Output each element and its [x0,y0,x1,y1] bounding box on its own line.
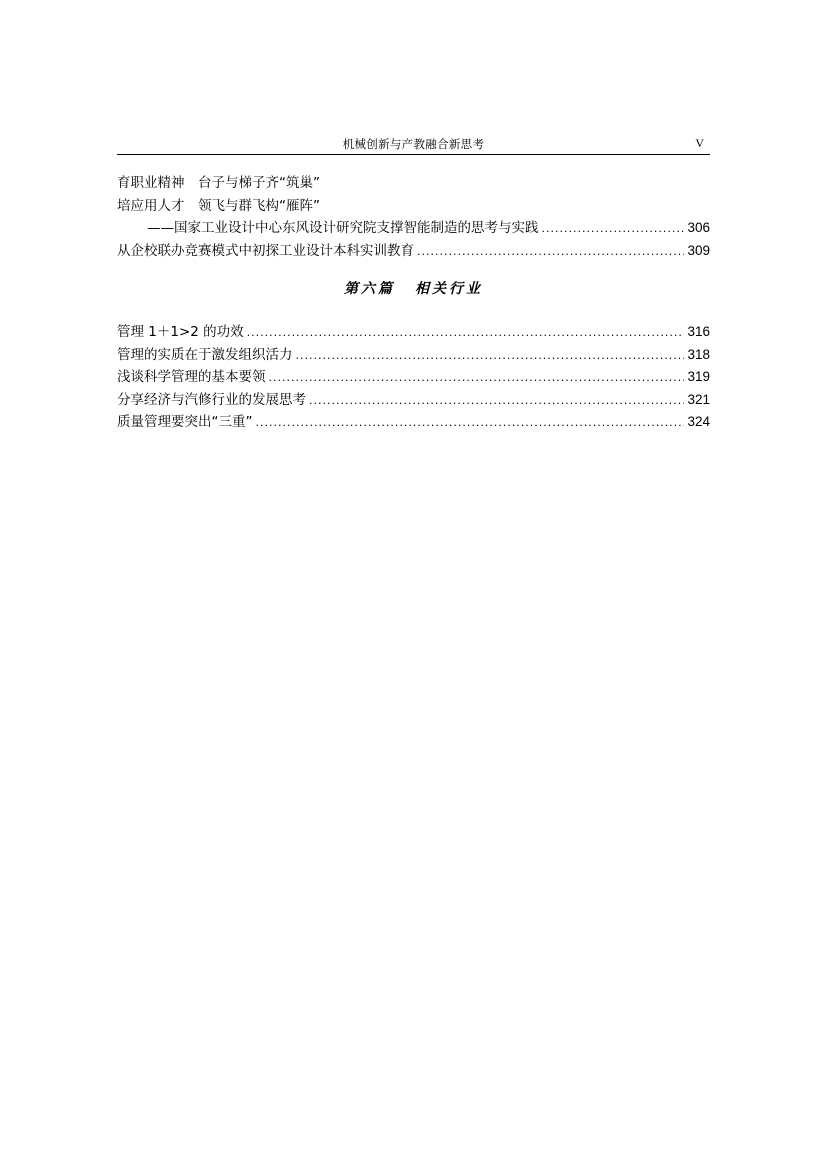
section-part: 第六篇 [344,281,395,297]
dot-leader [309,390,684,413]
toc-entry-title: 培应用人才 领飞与群飞构“雁阵” [117,197,320,214]
dot-leader [542,218,685,241]
toc-entry-title: ——国家工业设计中心东风设计研究院支撑智能制造的思考与实践 [147,220,539,236]
page-number: V [695,136,704,150]
toc-entry-page: 309 [687,242,710,258]
toc-entry[interactable] [117,321,710,344]
dot-leader [247,322,685,345]
toc-entry-title: 管理 1＋1>2 的功效 [117,324,244,340]
table-of-contents [117,172,710,434]
book-title: 机械创新与产教融合新思考 [342,137,485,151]
toc-entry-page: 316 [687,324,710,339]
dot-leader [256,412,685,435]
toc-entry-page: 318 [687,346,710,362]
dot-leader [296,345,685,368]
running-header [117,133,710,155]
toc-entry[interactable] [117,344,710,367]
toc-entry[interactable] [117,366,710,389]
toc-entry-title: 从企校联办竞赛模式中初探工业设计本科实训教育 [117,242,414,259]
toc-entry-page: 319 [687,369,710,384]
toc-entry-title: 质量管理要突出“三重” [117,414,253,430]
section-name: 相关行业 [415,281,483,297]
toc-entry[interactable] [117,172,710,195]
toc-entry[interactable] [117,240,710,263]
toc-entry-title: 浅谈科学管理的基本要领 [117,369,266,385]
dot-leader [417,241,684,264]
toc-entry-title: 育职业精神 台子与梯子齐“筑巢” [117,175,320,191]
toc-entry[interactable] [117,411,710,434]
toc-entry-page: 321 [687,391,710,407]
toc-entry-page: 324 [687,414,710,429]
toc-entry-title: 分享经济与汽修行业的发展思考 [117,391,306,408]
toc-entry-subtitle[interactable] [117,217,710,240]
section-heading [117,276,710,302]
toc-entry[interactable] [117,195,710,218]
toc-entry[interactable] [117,389,710,412]
toc-entry-title: 管理的实质在于激发组织活力 [117,346,293,363]
toc-entry-page: 306 [687,220,710,235]
dot-leader [269,367,685,390]
